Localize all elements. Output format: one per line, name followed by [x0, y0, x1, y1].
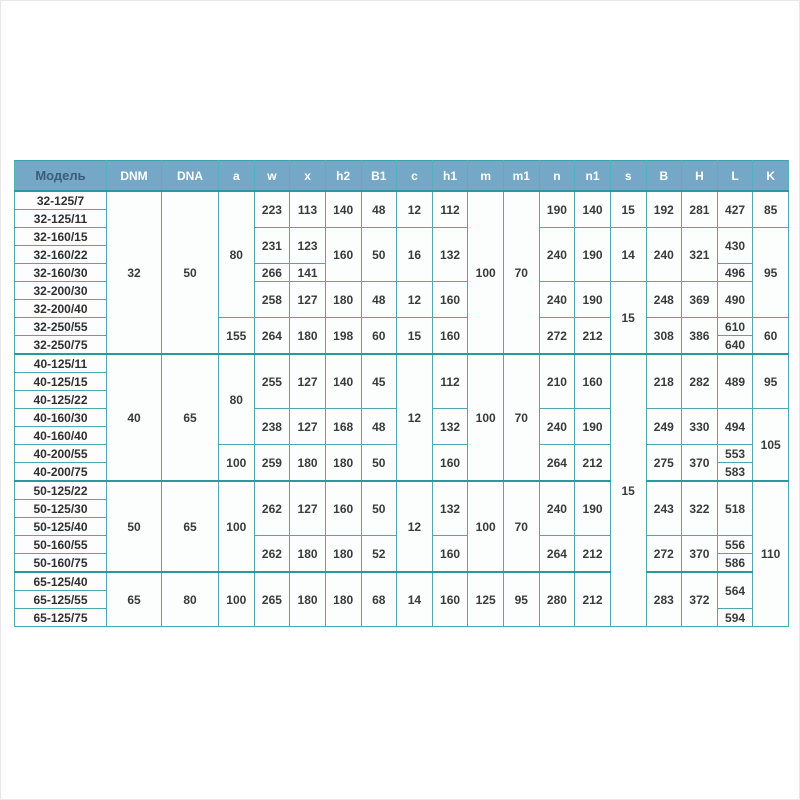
column-header-n1: n1 — [575, 161, 611, 192]
dimensions-table-wrap — [14, 160, 789, 627]
value-cell: 15 — [610, 354, 646, 627]
value-cell: 50 — [162, 191, 219, 354]
model-cell: 32-160/22 — [15, 246, 107, 264]
value-cell: 180 — [290, 445, 326, 482]
column-header-DNM: DNM — [107, 161, 162, 192]
value-cell: 190 — [575, 409, 611, 445]
model-cell: 32-250/55 — [15, 318, 107, 336]
value-cell: 16 — [397, 228, 433, 282]
value-cell: 141 — [290, 264, 326, 282]
value-cell: 190 — [575, 282, 611, 318]
value-cell: 100 — [219, 445, 255, 482]
column-header-H: H — [682, 161, 718, 192]
value-cell: 127 — [290, 409, 326, 445]
value-cell: 264 — [254, 318, 290, 355]
value-cell: 40 — [107, 354, 162, 481]
value-cell: 190 — [575, 228, 611, 282]
value-cell: 321 — [682, 228, 718, 282]
value-cell: 105 — [753, 409, 789, 482]
value-cell: 281 — [682, 191, 718, 228]
value-cell: 322 — [682, 481, 718, 536]
table-row — [15, 481, 789, 500]
value-cell: 556 — [717, 536, 753, 554]
value-cell: 430 — [717, 228, 753, 264]
value-cell: 48 — [361, 409, 397, 445]
model-cell: 32-160/30 — [15, 264, 107, 282]
value-cell: 262 — [254, 536, 290, 573]
column-header-B1: B1 — [361, 161, 397, 192]
model-cell: 32-125/11 — [15, 210, 107, 228]
value-cell: 255 — [254, 354, 290, 409]
value-cell: 180 — [325, 282, 361, 318]
value-cell: 80 — [219, 191, 255, 318]
value-cell: 238 — [254, 409, 290, 445]
value-cell: 100 — [468, 354, 504, 481]
value-cell: 370 — [682, 536, 718, 573]
value-cell: 223 — [254, 191, 290, 228]
value-cell: 125 — [468, 572, 504, 627]
value-cell: 264 — [539, 536, 575, 573]
column-header-DNA: DNA — [162, 161, 219, 192]
value-cell: 50 — [361, 228, 397, 282]
header-row — [15, 161, 789, 192]
value-cell: 192 — [646, 191, 682, 228]
value-cell: 218 — [646, 354, 682, 409]
value-cell: 112 — [432, 191, 468, 228]
column-header-m1: m1 — [504, 161, 540, 192]
value-cell: 80 — [219, 354, 255, 445]
value-cell: 275 — [646, 445, 682, 482]
value-cell: 240 — [539, 481, 575, 536]
value-cell: 283 — [646, 572, 682, 627]
value-cell: 132 — [432, 409, 468, 445]
value-cell: 586 — [717, 554, 753, 573]
value-cell: 110 — [753, 481, 789, 627]
value-cell: 160 — [432, 536, 468, 573]
value-cell: 370 — [682, 445, 718, 482]
column-header-K: K — [753, 161, 789, 192]
value-cell: 266 — [254, 264, 290, 282]
value-cell: 65 — [162, 354, 219, 481]
value-cell: 308 — [646, 318, 682, 355]
value-cell: 248 — [646, 282, 682, 318]
value-cell: 132 — [432, 481, 468, 536]
model-cell: 40-125/15 — [15, 373, 107, 391]
value-cell: 12 — [397, 282, 433, 318]
value-cell: 240 — [539, 282, 575, 318]
value-cell: 60 — [361, 318, 397, 355]
value-cell: 160 — [432, 572, 468, 627]
table-row — [15, 191, 789, 210]
value-cell: 243 — [646, 481, 682, 536]
value-cell: 564 — [717, 572, 753, 609]
value-cell: 249 — [646, 409, 682, 445]
value-cell: 140 — [325, 191, 361, 228]
value-cell: 494 — [717, 409, 753, 445]
value-cell: 127 — [290, 354, 326, 409]
value-cell: 68 — [361, 572, 397, 627]
value-cell: 95 — [753, 354, 789, 409]
value-cell: 70 — [504, 481, 540, 572]
value-cell: 553 — [717, 445, 753, 463]
value-cell: 180 — [290, 318, 326, 355]
value-cell: 12 — [397, 481, 433, 572]
column-header-L: L — [717, 161, 753, 192]
model-cell: 50-125/40 — [15, 518, 107, 536]
value-cell: 160 — [575, 354, 611, 409]
model-cell: 40-125/22 — [15, 391, 107, 409]
dimensions-table — [14, 160, 789, 627]
value-cell: 15 — [610, 282, 646, 355]
value-cell: 212 — [575, 536, 611, 573]
value-cell: 100 — [468, 191, 504, 354]
value-cell: 123 — [290, 228, 326, 264]
model-cell: 32-160/15 — [15, 228, 107, 246]
value-cell: 160 — [432, 445, 468, 482]
value-cell: 180 — [290, 572, 326, 627]
value-cell: 140 — [325, 354, 361, 409]
value-cell: 180 — [325, 536, 361, 573]
model-cell: 50-125/22 — [15, 481, 107, 500]
value-cell: 272 — [539, 318, 575, 355]
value-cell: 45 — [361, 354, 397, 409]
column-header-h2: h2 — [325, 161, 361, 192]
model-cell: 40-200/55 — [15, 445, 107, 463]
column-header-w: w — [254, 161, 290, 192]
model-cell: 65-125/55 — [15, 591, 107, 609]
value-cell: 369 — [682, 282, 718, 318]
model-cell: 32-200/40 — [15, 300, 107, 318]
column-header-c: c — [397, 161, 433, 192]
value-cell: 490 — [717, 282, 753, 318]
column-header-m: m — [468, 161, 504, 192]
value-cell: 15 — [397, 318, 433, 355]
value-cell: 113 — [290, 191, 326, 228]
value-cell: 518 — [717, 481, 753, 536]
value-cell: 190 — [575, 481, 611, 536]
value-cell: 427 — [717, 191, 753, 228]
value-cell: 100 — [219, 481, 255, 572]
column-header-model: Модель — [15, 161, 107, 192]
value-cell: 12 — [397, 191, 433, 228]
value-cell: 48 — [361, 191, 397, 228]
model-cell: 50-160/75 — [15, 554, 107, 573]
value-cell: 155 — [219, 318, 255, 355]
value-cell: 240 — [539, 228, 575, 282]
value-cell: 50 — [107, 481, 162, 572]
value-cell: 212 — [575, 572, 611, 627]
model-cell: 32-250/75 — [15, 336, 107, 355]
value-cell: 65 — [162, 481, 219, 572]
value-cell: 160 — [432, 318, 468, 355]
value-cell: 70 — [504, 191, 540, 354]
value-cell: 594 — [717, 609, 753, 627]
value-cell: 32 — [107, 191, 162, 354]
value-cell: 198 — [325, 318, 361, 355]
value-cell: 240 — [646, 228, 682, 282]
value-cell: 610 — [717, 318, 753, 336]
value-cell: 210 — [539, 354, 575, 409]
model-cell: 50-160/55 — [15, 536, 107, 554]
value-cell: 48 — [361, 282, 397, 318]
value-cell: 265 — [254, 572, 290, 627]
model-cell: 50-125/30 — [15, 500, 107, 518]
column-header-n: n — [539, 161, 575, 192]
value-cell: 140 — [575, 191, 611, 228]
value-cell: 190 — [539, 191, 575, 228]
value-cell: 583 — [717, 463, 753, 482]
value-cell: 160 — [325, 481, 361, 536]
value-cell: 240 — [539, 409, 575, 445]
value-cell: 50 — [361, 445, 397, 482]
value-cell: 85 — [753, 191, 789, 228]
value-cell: 282 — [682, 354, 718, 409]
value-cell: 65 — [107, 572, 162, 627]
value-cell: 127 — [290, 282, 326, 318]
value-cell: 231 — [254, 228, 290, 264]
model-cell: 32-200/30 — [15, 282, 107, 300]
column-header-s: s — [610, 161, 646, 192]
table-row — [15, 572, 789, 591]
value-cell: 127 — [290, 481, 326, 536]
value-cell: 386 — [682, 318, 718, 355]
value-cell: 14 — [397, 572, 433, 627]
value-cell: 95 — [504, 572, 540, 627]
value-cell: 52 — [361, 536, 397, 573]
value-cell: 259 — [254, 445, 290, 482]
value-cell: 489 — [717, 354, 753, 409]
column-header-B: B — [646, 161, 682, 192]
value-cell: 280 — [539, 572, 575, 627]
column-header-a: a — [219, 161, 255, 192]
value-cell: 100 — [468, 481, 504, 572]
value-cell: 212 — [575, 318, 611, 355]
column-header-h1: h1 — [432, 161, 468, 192]
value-cell: 330 — [682, 409, 718, 445]
value-cell: 95 — [753, 228, 789, 318]
value-cell: 258 — [254, 282, 290, 318]
value-cell: 180 — [325, 572, 361, 627]
value-cell: 15 — [610, 191, 646, 228]
value-cell: 112 — [432, 354, 468, 409]
value-cell: 70 — [504, 354, 540, 481]
value-cell: 100 — [219, 572, 255, 627]
model-cell: 32-125/7 — [15, 191, 107, 210]
model-cell: 40-125/11 — [15, 354, 107, 373]
value-cell: 264 — [539, 445, 575, 482]
value-cell: 80 — [162, 572, 219, 627]
value-cell: 262 — [254, 481, 290, 536]
value-cell: 180 — [325, 445, 361, 482]
value-cell: 372 — [682, 572, 718, 627]
model-cell: 40-160/40 — [15, 427, 107, 445]
value-cell: 12 — [397, 354, 433, 481]
model-cell: 65-125/40 — [15, 572, 107, 591]
value-cell: 160 — [325, 228, 361, 282]
value-cell: 180 — [290, 536, 326, 573]
column-header-x: x — [290, 161, 326, 192]
value-cell: 168 — [325, 409, 361, 445]
model-cell: 40-160/30 — [15, 409, 107, 427]
value-cell: 212 — [575, 445, 611, 482]
table-row — [15, 354, 789, 373]
value-cell: 50 — [361, 481, 397, 536]
model-cell: 40-200/75 — [15, 463, 107, 482]
model-cell: 65-125/75 — [15, 609, 107, 627]
value-cell: 132 — [432, 228, 468, 282]
value-cell: 14 — [610, 228, 646, 282]
value-cell: 496 — [717, 264, 753, 282]
value-cell: 160 — [432, 282, 468, 318]
value-cell: 272 — [646, 536, 682, 573]
value-cell: 60 — [753, 318, 789, 355]
value-cell: 640 — [717, 336, 753, 355]
